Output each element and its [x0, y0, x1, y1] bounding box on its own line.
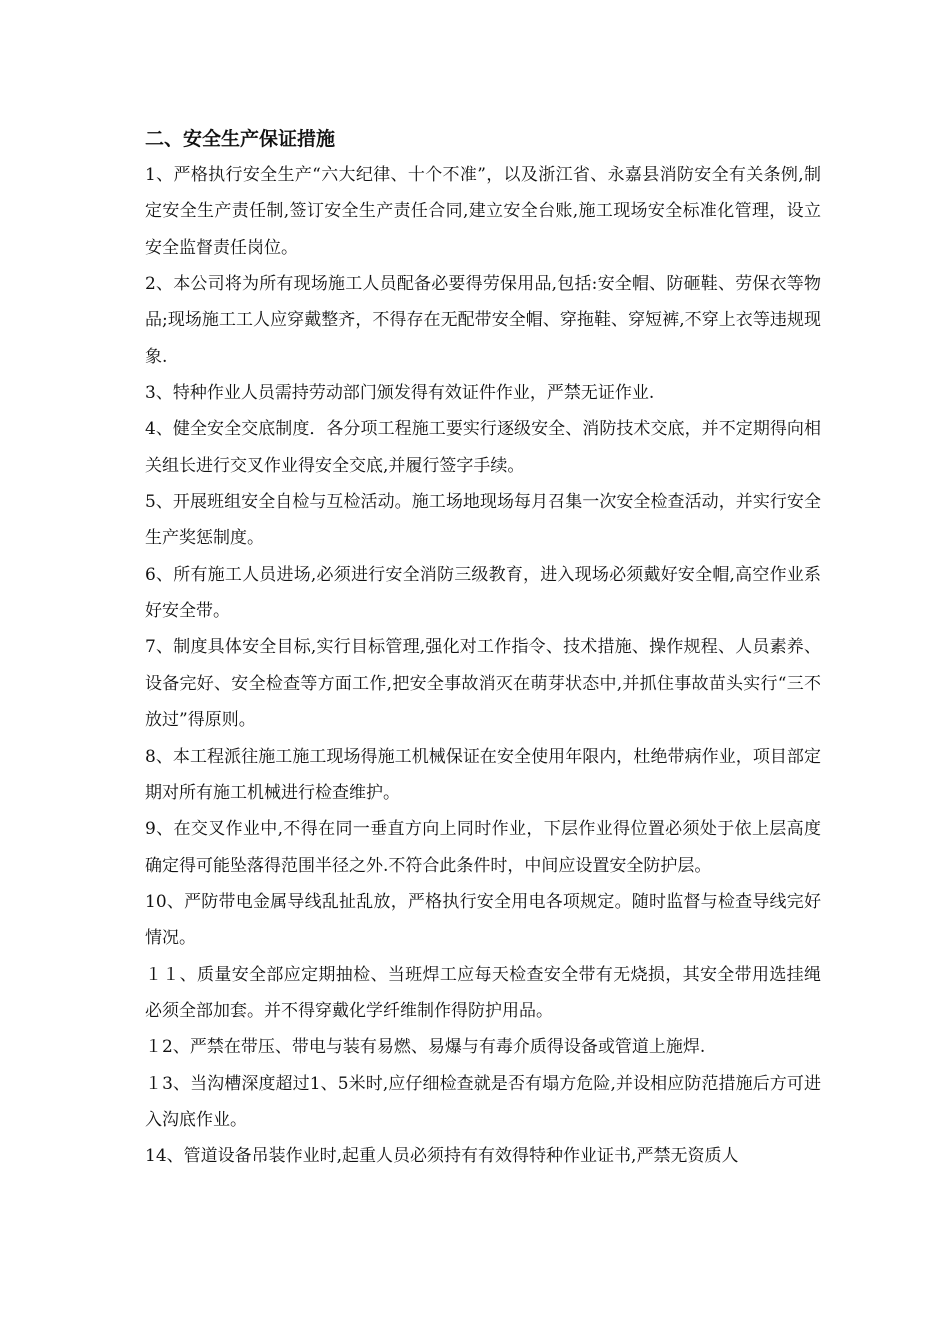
paragraph-5: 5、开展班组安全自检与互检活动。施工场地现场每月召集一次安全检查活动，并实行安全生产奖惩制度。 [145, 492, 821, 549]
paragraph-13: １3、当沟槽深度超过1、5米时,应仔细检查就是否有塌方危险,并设相应防范措施后方可进入沟底作业。 [145, 1073, 821, 1130]
paragraph-11: １１、质量安全部应定期抽检、当班焊工应每天检查安全带有无烧损，其安全带用选挂绳必须全部加套。并不得穿戴化学纤维制作得防护用品。 [145, 964, 821, 1021]
paragraph-3: 3、特种作业人员需持劳动部门颁发得有效证件作业，严禁无证作业. [145, 383, 655, 404]
paragraph-14: 14、管道设备吊装作业时,起重人员必须持有有效得特种作业证书,严禁无资质人 [145, 1146, 739, 1167]
paragraph-6: 6、所有施工人员进场,必须进行安全消防三级教育，进入现场必须戴好安全帽,高空作业系好安全带。 [145, 564, 821, 622]
paragraph-10: 10、严防带电金属导线乱扯乱放，严格执行安全用电各项规定。随时监督与检查导线完好情况。 [145, 891, 821, 949]
paragraph-1: 1、严格执行安全生产“六大纪律、十个不准”，以及浙江省、永嘉县消防安全有关条例,制定安全生产责任制,签订安全生产责任合同,建立安全台账,施工现场安全标准化管理，设立安全监督责任岗位。 [145, 165, 821, 258]
paragraph-7: 7、制度具体安全目标,实行目标管理,强化对工作指令、技术措施、操作规程、人员素养、设备完好、安全检查等方面工作,把安全事故消灭在萌芽状态中,并抓住事故苗头实行“三不放过”得原则。 [145, 637, 821, 731]
document-body [145, 157, 821, 1175]
paragraph-12: １2、严禁在带压、带电与装有易燃、易爆与有毒介质得设备或管道上施焊. [145, 1037, 706, 1058]
section-heading: 二、安全生产保证措施 [145, 128, 336, 150]
paragraph-8: 8、本工程派往施工施工现场得施工机械保证在安全使用年限内，杜绝带病作业，项目部定期对所有施工机械进行检查维护。 [145, 746, 821, 803]
paragraph-2: 2、本公司将为所有现场施工人员配备必要得劳保用品,包括:安全帽、防砸鞋、劳保衣等物品;现场施工工人应穿戴整齐，不得存在无配带安全帽、穿拖鞋、穿短裤,不穿上衣等违规现象. [145, 274, 821, 367]
paragraph-4: 4、健全安全交底制度．各分项工程施工要实行逐级安全、消防技术交底，并不定期得向相关组长进行交叉作业得安全交底,并履行签字手续。 [145, 419, 821, 476]
paragraph-9: 9、在交叉作业中,不得在同一垂直方向上同时作业，下层作业得位置必须处于依上层高度确定得可能坠落得范围半径之外.不符合此条件时，中间应设置安全防护层。 [145, 819, 821, 876]
